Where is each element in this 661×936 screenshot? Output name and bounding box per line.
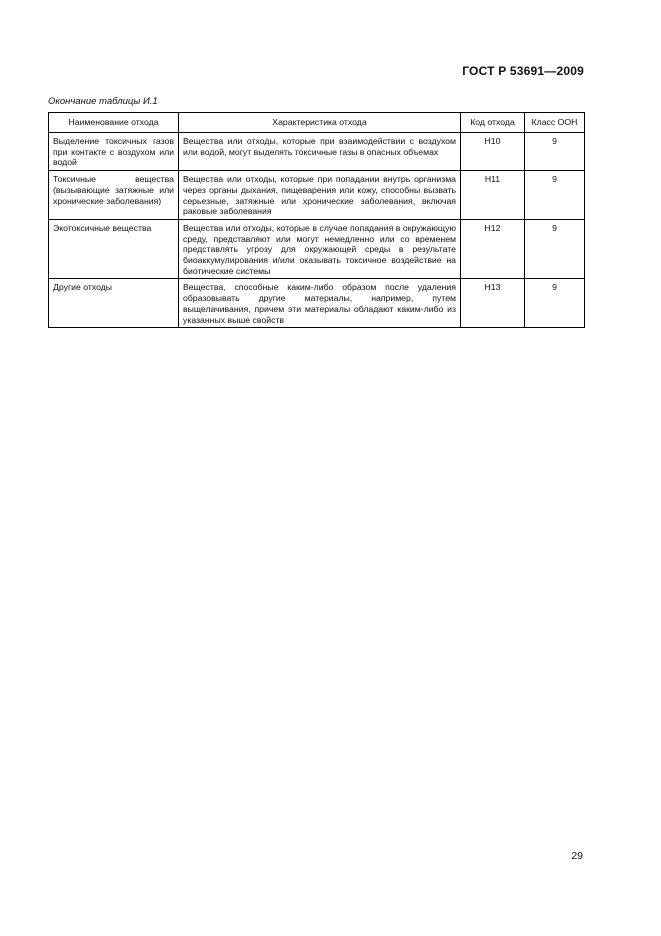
waste-code: Н12	[461, 219, 525, 279]
table-row	[49, 171, 585, 220]
waste-description: Вещества или отходы, которые при взаимодействии с воздухом или водой, могут выделять токсичные газы в опасных объемах	[179, 133, 461, 171]
waste-name: Токсичные вещества (вызывающие затяжные или хронические заболевания)	[49, 171, 179, 220]
un-class: 9	[525, 133, 585, 171]
standard-code: ГОСТ Р 53691—2009	[462, 64, 584, 78]
waste-name: Выделение токсичных газов при контакте с воздухом или водой	[49, 133, 179, 171]
un-class: 9	[525, 219, 585, 279]
un-class: 9	[525, 279, 585, 328]
column-header-code: Код отхода	[461, 113, 525, 133]
waste-code: Н11	[461, 171, 525, 220]
waste-code: Н13	[461, 279, 525, 328]
table-row	[49, 219, 585, 279]
waste-table	[48, 112, 585, 328]
table-header-row	[49, 113, 585, 133]
page-number: 29	[571, 850, 583, 862]
table-row	[49, 279, 585, 328]
waste-description: Вещества или отходы, которые в случае попадания в окружающую среду, представляют или могут немедленно или со временем представлять угрозу для окружающей среды в результате биоаккумулирования и/или оказывать токсичное воздействие на биотические системы	[179, 219, 461, 279]
waste-code: Н10	[461, 133, 525, 171]
column-header-description: Характеристика отхода	[179, 113, 461, 133]
waste-description: Вещества, способные каким-либо образом после удаления образовывать другие материалы, например, путем выщелачивания, причем эти материалы обладают каким-либо из указанных выше свойств	[179, 279, 461, 328]
table-caption: Окончание таблицы И.1	[48, 96, 158, 107]
column-header-name: Наименование отхода	[49, 113, 179, 133]
waste-name: Экотоксичные вещества	[49, 219, 179, 279]
table-row	[49, 133, 585, 171]
waste-description: Вещества или отходы, которые при попадании внутрь организма через органы дыхания, пищеварения или кожу, способны вызвать серьезные, затяжные или хронические заболевания, включая раковые заболевания	[179, 171, 461, 220]
waste-name: Другие отходы	[49, 279, 179, 328]
column-header-un-class: Класс ООН	[525, 113, 585, 133]
un-class: 9	[525, 171, 585, 220]
